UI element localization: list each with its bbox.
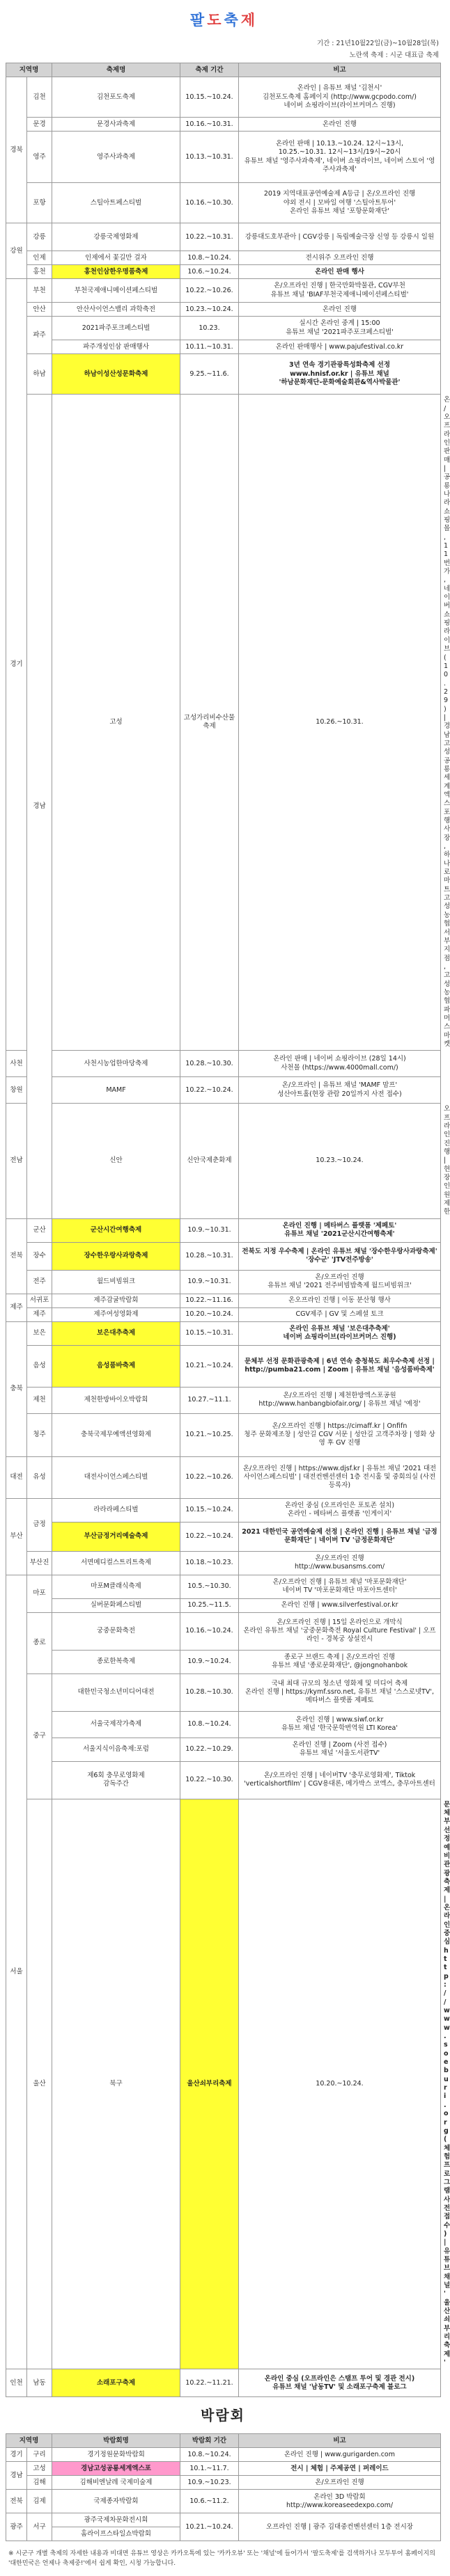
period-cell: 10.22.~10.24. <box>180 1077 239 1104</box>
event-name-cell: 신안국제춘화제 <box>180 1104 239 1218</box>
period-cell: 10.16.~10.24. <box>180 1612 239 1650</box>
table-row <box>6 223 441 251</box>
note-cell: 실시간 온라인 중계 | 15:00 유튜브 채널 '2021파주포크페스티벌' <box>239 317 441 340</box>
region-cell: 광주 <box>6 2513 27 2541</box>
event-name-cell: 국제종자박람회 <box>52 2490 180 2513</box>
table-row <box>6 1456 441 1498</box>
city-cell: 전주 <box>27 1270 52 1294</box>
note-cell: 온/오프라인 진행 | 제천한방엑스포공원 http://www.hanbangbiofair.org/ | 유튜브 채널 '예정' <box>239 1387 441 1413</box>
table-row <box>6 1413 441 1456</box>
period-cell: 10.23.~10.24. <box>180 303 239 317</box>
note-cell: 온라인 판매 | 10.13.~10.24. 12시~13시, 10.25.~10.31. 12시~13시/19시~20시 유튜브 채널 '영주사과축제', 네이버 쇼핑라이브, 네이버 스토어 '영주사과축제' <box>239 132 441 183</box>
note-cell: 온라인 3D 박람회 http://www.koreaseedexpo.com/ <box>239 2490 441 2513</box>
table-row <box>6 1551 441 1575</box>
city-cell: 영주 <box>27 132 52 183</box>
region-cell: 제주 <box>6 1294 27 1321</box>
header-name: 박람회명 <box>52 2434 180 2448</box>
period-cell: 10.25.~11.5. <box>180 1598 239 1612</box>
table-row <box>6 251 441 265</box>
table-row <box>6 303 441 317</box>
event-name-cell: 음성품바축제 <box>52 1345 180 1387</box>
period-cell: 10.21.~10.24. <box>180 1345 239 1387</box>
period-cell: 10.22.~10.26. <box>180 1456 239 1498</box>
period-cell: 10.22.~11.16. <box>180 1294 239 1307</box>
city-cell: 군산 <box>27 1218 52 1242</box>
note-cell: CGV제주 | GV 및 스페셜 토크 <box>239 1307 441 1321</box>
period-cell: 10.22.~10.26. <box>180 279 239 303</box>
period-cell: 10.26.~10.31. <box>239 395 441 1051</box>
table-row <box>6 1761 441 1799</box>
event-name-cell: 영주사과축제 <box>52 132 180 183</box>
table-row <box>6 1051 441 1077</box>
festival-table <box>6 63 450 2397</box>
event-name-cell: 홍천인삼한우명품축제 <box>52 265 180 279</box>
event-name-cell: 서울국제작가축제 <box>52 1711 180 1738</box>
period-cell: 10.15.~10.24. <box>180 77 239 118</box>
city-cell: 김천 <box>27 77 52 118</box>
city-cell: 장수 <box>27 1242 52 1270</box>
event-name-cell: 종로한복축제 <box>52 1650 180 1673</box>
region-cell: 경북 <box>6 77 27 223</box>
city-cell: 포항 <box>27 183 52 223</box>
city-cell: 북구 <box>52 1799 180 2369</box>
table-row <box>6 1738 441 1761</box>
expo-title-char: 박 <box>201 2407 216 2424</box>
event-name-cell: 부천국제애니메이션페스티벌 <box>52 279 180 303</box>
note-cell: 온라인 판매 행사 <box>239 265 441 279</box>
period-cell: 10.9.~10.24. <box>180 1650 239 1673</box>
city-cell: 부천 <box>27 279 52 303</box>
note-cell: 종로구 브랜드 축제 | 온/오프라인 진행 유튜브 채널 '종로문화재단', @jongnohanbok <box>239 1650 441 1673</box>
table-row <box>6 1294 441 1307</box>
table-row <box>6 1321 441 1345</box>
table-row <box>6 1498 441 1522</box>
city-cell: 창원 <box>6 1077 27 1104</box>
event-name-cell: 마포M클래식축제 <box>52 1575 180 1598</box>
region-cell: 강원 <box>6 223 27 279</box>
table-row <box>6 132 441 183</box>
event-name-cell: 장수한우랑사과랑축제 <box>52 1242 180 1270</box>
city-cell: 김제 <box>27 2490 52 2513</box>
period-cell: 10.6.~10.24. <box>180 265 239 279</box>
period-cell: 10.21.~10.25. <box>180 1413 239 1456</box>
note-cell: 전시위주 오프라인 진행 <box>239 251 441 265</box>
table-row: 울산 북구 울산쇠부리축제 10.20.~10.24. 문체부 선정 예비관광축제 | 온라인 중심 http://www.soeburi.org (체험 프로그램 사전접수) | 유튜브 채널 '울산쇠부리축제' <box>6 1799 441 2369</box>
event-name-cell: 경남고성공룡세계엑스포 <box>52 2462 180 2476</box>
city-cell: 청주 <box>27 1413 52 1456</box>
city-cell: 서구 <box>27 2513 52 2541</box>
period-cell: 10.18.~10.23. <box>180 1551 239 1575</box>
title-char: 도 <box>207 12 222 29</box>
note-cell: 2021 대한민국 공연예술제 선정 | 온라인 진행 | 유튜브 채널 '금정문화재단' | 네이버 TV '금정문화재단' <box>239 1522 441 1551</box>
table-row <box>6 1522 441 1551</box>
header-region: 지역명 <box>6 63 52 77</box>
table-row <box>6 2462 441 2476</box>
period-cell: 10.1.~11.7. <box>180 2462 239 2476</box>
note-cell: 온라인 진행 | Zoom (사전 접수) 유튜브 채널 '서울도서관TV' <box>239 1738 441 1761</box>
city-cell: 파주 <box>27 317 52 354</box>
table-row <box>6 2448 441 2462</box>
event-name-cell: 울산쇠부리축제 <box>180 1799 239 2369</box>
title-char: 축 <box>224 12 239 29</box>
city-cell: 문경 <box>27 118 52 132</box>
city-cell: 보은 <box>27 1321 52 1345</box>
event-name-cell: 경기정원문화박람회 <box>52 2448 180 2462</box>
event-name-cell: 제주여성영화제 <box>52 1307 180 1321</box>
city-cell: 제주 <box>27 1307 52 1321</box>
event-name-cell: 군산시간여행축제 <box>52 1218 180 1242</box>
event-name-cell: 인제에서 꽃길만 걸자 <box>52 251 180 265</box>
header-note: 비고 <box>239 63 441 77</box>
page-title <box>0 6 446 36</box>
event-name-cell: 강릉국제영화제 <box>52 223 180 251</box>
event-name-cell: 실버문화페스티벌 <box>52 1598 180 1612</box>
city-cell: 음성 <box>27 1345 52 1387</box>
table-row <box>6 2513 441 2527</box>
festival-table-body <box>6 77 450 2397</box>
table-row <box>6 340 441 354</box>
note-cell: 2019 지역대표공연예술제 A등급 | 온/오프라인 진행 야외 전시 | 모바일 여행 '스틸아트투어' 온라인 유튜브 채널 '포항문화재단' <box>239 183 441 223</box>
region-cell: 서울 <box>6 1575 27 2369</box>
note-cell: 온라인 진행 | www.siwf.or.kr 유튜브 채널 '한국문학번역원 LTI Korea' <box>239 1711 441 1738</box>
note-cell: 온라인 판매 | 네이버 쇼핑라이브 (28일 14시) 사천몰 (https://www.4000mall.com/) <box>239 1051 441 1077</box>
event-name-cell: 서면메디컬스트리트축제 <box>52 1551 180 1575</box>
expo-section-title <box>0 2397 446 2433</box>
table-row <box>6 77 441 118</box>
region-cell: 경남 <box>27 395 52 1219</box>
period-cell: 10.21.~10.24. <box>180 2513 239 2541</box>
note-cell: 국내 최대 규모의 청소년 영화제 및 미디어 축제 온라인 진행 | https://kymf.ssro.net, 유튜브 채널 '스스로넷TV', 메타버스 플랫폼 제페토 <box>239 1673 441 1711</box>
table-row <box>6 1345 441 1387</box>
note-cell: 온라인 진행 <box>239 118 441 132</box>
period-cell: 10.23. <box>180 317 239 340</box>
period-cell: 10.9.~10.23. <box>180 2476 239 2490</box>
table-row <box>6 265 441 279</box>
event-name-cell: 사천시농업한마당축제 <box>52 1051 180 1077</box>
period-cell: 10.16.~10.31. <box>180 118 239 132</box>
table-row <box>6 317 441 340</box>
event-name-cell: MAMF <box>52 1077 180 1104</box>
city-cell: 사천 <box>6 1051 27 1077</box>
note-cell: 온라인 | 유튜브 채널 '김천시' 김천포도축제 홈페이지 (http://www.gcpodo.com/) 네이버 쇼핑라이브(라이브커머스 진행) <box>239 77 441 118</box>
event-name-cell: 고성가리비수산물축제 <box>180 395 239 1051</box>
event-name-cell: 제6회 충무로영화제 감독주간 <box>52 1761 180 1799</box>
period-cell: 9.25.~11.6. <box>180 354 239 395</box>
title-char: 팔 <box>189 12 205 29</box>
event-name-cell: 김해비엔날레 국제미술제 <box>52 2476 180 2490</box>
period-cell: 10.22.~10.29. <box>180 1738 239 1761</box>
table-row: 전남 신안 신안국제춘화제 10.23.~10.24. 오프라인 진행 | 현장 인원 제한 <box>6 1104 441 1218</box>
header-note: 비고 <box>239 2434 441 2448</box>
city-cell: 종로 <box>27 1612 52 1673</box>
expo-title-char: 람 <box>215 2407 231 2424</box>
event-name-cell: 2021파주포크페스티벌 <box>52 317 180 340</box>
table-row <box>6 118 441 132</box>
city-cell: 유성 <box>27 1456 52 1498</box>
event-name-cell: 충북국제무예액션영화제 <box>52 1413 180 1456</box>
city-cell: 인제 <box>27 251 52 265</box>
title-char: 제 <box>240 12 256 29</box>
region-cell: 울산 <box>27 1799 52 2369</box>
event-name-cell: 부산금정거리예술축제 <box>52 1522 180 1551</box>
table-row <box>6 2490 441 2513</box>
period-cell: 10.22.~10.31. <box>180 223 239 251</box>
event-name-cell: 김천포도축제 <box>52 77 180 118</box>
table-row <box>6 1650 441 1673</box>
event-name-cell: 광주국제차문화전시회 <box>52 2513 180 2527</box>
note-cell: 온/오프라인 진행 | https://www.djsf.kr | 유튜브 채널 '2021 대전사이언스페스티벌' | 대전컨벤션센터 1층 전시홀 및 중회의실 (사전등록자) <box>239 1456 441 1498</box>
event-name-cell: 대전사이언스페스티벌 <box>52 1456 180 1498</box>
period-cell: 10.22.~10.30. <box>180 1761 239 1799</box>
period-cell: 10.11.~10.31. <box>180 340 239 354</box>
note-cell: 온/오프라인 진행 http://www.busansms.com/ <box>239 1551 441 1575</box>
city-cell: 마포 <box>27 1575 52 1612</box>
region-cell: 전북 <box>6 1218 27 1294</box>
city-cell: 구리 <box>27 2448 52 2462</box>
city-cell: 서귀포 <box>27 1294 52 1307</box>
note-cell: 온/오프라인 진행 | 네이버TV '충무로영화제', Tiktok 'verticalshortfilm' | CGV용대론, 메가박스 코엑스, 충무아트센터 <box>239 1761 441 1799</box>
note-cell: 오프라인 진행 | 광주 김대중컨벤션센터 1층 전시장 <box>239 2513 441 2541</box>
period-text: 기간 : 21년10월22일(금)~10월28일(목) <box>316 40 439 47</box>
period-cell: 10.28.~10.31. <box>180 1242 239 1270</box>
city-cell: 김해 <box>27 2476 52 2490</box>
period-cell: 10.23.~10.24. <box>239 1104 441 1218</box>
period-cell: 10.15.~10.24. <box>180 1498 239 1522</box>
table-row <box>6 1077 441 1104</box>
city-cell: 부산진 <box>27 1551 52 1575</box>
table-row <box>6 279 441 303</box>
region-cell: 대전 <box>6 1456 27 1498</box>
footnote: ※ 시군구 개별 축제의 자세한 내용과 비대면 유튜브 영상은 카카오톡에 있는 '카카오뷰' 또는 '채널'에 들어가서 '팔도축제'를 검색하거나 모두투어 홈페이지의 '대한민국은 언제나 축제중!'에서 쉽게 확인, 시청 가능합니다. <box>8 2550 435 2568</box>
event-name-cell: 소래포구축제 <box>52 2369 180 2397</box>
header-period: 축제 기간 <box>180 63 239 77</box>
event-name-cell: 안산사이언스밸리 과학축전 <box>52 303 180 317</box>
period-cell: 10.6.~11.2. <box>180 2490 239 2513</box>
city-cell: 금정 <box>27 1498 52 1551</box>
event-name-cell: 하남이성산성문화축제 <box>52 354 180 395</box>
table-row <box>6 1612 441 1650</box>
note-cell: 강릉대도호부관아 | CGV강릉 | 독립예술극장 신영 등 강릉시 일원 <box>239 223 441 251</box>
note-cell: 문체부 선정 문화관광축제 | 6년 연속 충청북도 최우수축제 선정 | http://pumba21.com | Zoom | 유튜브 채널 '음성품바축제' <box>239 1345 441 1387</box>
table-row <box>6 2369 441 2397</box>
region-cell: 경기 <box>6 2448 27 2462</box>
table-row <box>6 1598 441 1612</box>
city-cell: 고성 <box>52 395 180 1051</box>
period-cell: 10.22.~10.24. <box>180 1522 239 1551</box>
note-cell: 온라인 진행 <box>239 303 441 317</box>
table-row <box>6 1242 441 1270</box>
region-cell: 전북 <box>6 2490 27 2513</box>
event-name-cell: 제주감귤박람회 <box>52 1294 180 1307</box>
table-row <box>6 1711 441 1738</box>
table-row <box>6 1575 441 1598</box>
event-name-cell: 라라라페스티벌 <box>52 1498 180 1522</box>
period-cell: 10.16.~10.30. <box>180 183 239 223</box>
event-name-cell: 보은대추축제 <box>52 1321 180 1345</box>
meta <box>0 36 446 63</box>
event-name-cell: 제천한방바이오박람회 <box>52 1387 180 1413</box>
note-cell: 온라인 진행 | www.gurigarden.com <box>239 2448 441 2462</box>
period-cell: 10.28.~10.30. <box>180 1673 239 1711</box>
event-name-cell: 궁중문화축전 <box>52 1612 180 1650</box>
city-cell: 제천 <box>27 1387 52 1413</box>
region-cell: 경기 <box>6 279 27 1051</box>
city-cell: 하남 <box>27 354 52 395</box>
note-cell: 온라인 중심 (오프라인은 스탬프 투어 및 경관 전시) 유튜브 채널 '남동TV' 및 소래포구축제 블로그 <box>239 2369 441 2397</box>
region-cell: 부산 <box>6 1498 27 1575</box>
note-cell: 온/오프라인 진행 | 유튜브 채널 '마포문화재단' 네이버 TV '마포문화재단 마포아트센터' <box>239 1575 441 1598</box>
event-name-cell: 월드비빔위크 <box>52 1270 180 1294</box>
period-cell: 10.20.~10.24. <box>180 1307 239 1321</box>
header-period: 박람회 기간 <box>180 2434 239 2448</box>
region-cell: 경남 <box>6 2462 27 2490</box>
period-cell: 10.8.~10.24. <box>180 251 239 265</box>
festival-header-row <box>6 63 441 77</box>
period-cell: 10.20.~10.24. <box>239 1799 441 2369</box>
legend-text: 노란색 축제 : 시군 대표급 축제 <box>349 51 439 60</box>
region-cell: 전남 <box>6 1104 27 1218</box>
expo-header-row <box>6 2434 441 2448</box>
note-cell: 온/오프라인 진행 유튜브 채널 '2021 전주비빔밥축제 월드비빔위크' <box>239 1270 441 1294</box>
table-row <box>6 183 441 223</box>
region-cell: 충북 <box>6 1321 27 1456</box>
period-cell: 10.9.~10.31. <box>180 1218 239 1242</box>
city-cell: 홍천 <box>27 265 52 279</box>
period-cell: 10.15.~10.31. <box>180 1321 239 1345</box>
city-cell: 고성 <box>27 2462 52 2476</box>
note-cell: 온/오프라인 | 유튜브 채널 'MAMF 맘프' 성산아트홀(현장 관람 20일까지 사전 접수) <box>239 1077 441 1104</box>
event-name-cell: 대한민국청소년미디어대전 <box>52 1673 180 1711</box>
note-cell: 온라인 판매행사 | www.pajufestival.co.kr <box>239 340 441 354</box>
period-cell: 10.27.~11.1. <box>180 1387 239 1413</box>
header-name: 축제명 <box>52 63 180 77</box>
note-cell: 온/오프라인 진행 | https://cimaff.kr | Onfifn 청주 문화제조창 | 성안길 CGV 서문 | 성안길 고객주차장 | 영화 상영 후 GV 진행 <box>239 1413 441 1456</box>
note-cell: 온/오프라인 진행 | 15일 온라인으로 개막식 온라인 유튜브 채널 '궁중문화축전 Royal Culture Festival' | 오프라인 - 경복궁 상설전시 <box>239 1612 441 1650</box>
event-name-cell: 스틸아트페스티벌 <box>52 183 180 223</box>
note-cell: 온/오프라인 진행 <box>239 2476 441 2490</box>
table-row <box>6 1673 441 1711</box>
note-cell: 온라인 진행 | 메타버스 플랫폼 '제페토' 유튜브 채널 '2021군산시간여행축제' <box>239 1218 441 1242</box>
period-cell: 10.8.~10.24. <box>180 2448 239 2462</box>
period-cell: 10.22.~11.21. <box>180 2369 239 2397</box>
note-cell: 3년 연속 경기관광특성화축제 선정 www.hnisf.or.kr | 유튜브 채널 '하남문화재단-문화예술회관&역사박물관' <box>239 354 441 395</box>
note-cell: 전시 | 체험 | 주제공연 | 퍼레이드 <box>239 2462 441 2476</box>
city-cell: 중구 <box>27 1673 52 1799</box>
city-cell: 신안 <box>52 1104 180 1218</box>
city-cell: 안산 <box>27 303 52 317</box>
event-name-cell: 파주개성인삼 판매행사 <box>52 340 180 354</box>
table-row: 경남 고성 고성가리비수산물축제 10.26.~10.31. 온/오프라인 판매 | 공룡나라쇼핑몰, 11번가, 네이버 쇼핑라이브(10.29) | 경남고성공룡세계엑스포 행사장, 하나로마트 고성농협 서부지점, 고성농협파머스마켓 <box>6 395 441 1051</box>
event-name-cell: 서울지식이음축제:포럼 <box>52 1738 180 1761</box>
note-cell: 전북도 지정 우수축제 | 온라인 유튜브 채널 '장수한우랑사과랑축제' '장수군' 'JTV전주방송' <box>239 1242 441 1270</box>
note-cell: 온오프라인 진행 | 이동 분산형 행사 <box>239 1294 441 1307</box>
region-cell: 인천 <box>6 2369 27 2397</box>
table-row <box>6 354 441 395</box>
table-row <box>6 1218 441 1242</box>
event-name-cell: 홈라이프스타일쇼박람회 <box>52 2527 180 2541</box>
note-cell: 온라인 중심 (오프라인은 포토존 설치) 온라인 - 메타버스 플랫폼 '인게이지' <box>239 1498 441 1522</box>
period-cell: 10.28.~10.30. <box>180 1051 239 1077</box>
city-cell: 강릉 <box>27 223 52 251</box>
period-cell: 10.5.~10.30. <box>180 1575 239 1598</box>
table-row <box>6 2476 441 2490</box>
expo-title-char: 회 <box>230 2407 245 2424</box>
period-cell: 10.9.~10.31. <box>180 1270 239 1294</box>
period-cell: 10.13.~10.31. <box>180 132 239 183</box>
expo-table-body <box>6 2448 441 2541</box>
period-cell: 10.8.~10.24. <box>180 1711 239 1738</box>
header-region: 지역명 <box>6 2434 52 2448</box>
table-row <box>6 1270 441 1294</box>
table-row <box>6 1307 441 1321</box>
event-name-cell: 문경사과축제 <box>52 118 180 132</box>
city-cell: 남동 <box>27 2369 52 2397</box>
table-row <box>6 1387 441 1413</box>
expo-table <box>6 2433 441 2541</box>
note-cell: 온/오프라인 진행 | 한국만화박물관, CGV부천 유튜브 채널 'BIAF부천국제애니메이션페스티벌' <box>239 279 441 303</box>
note-cell: 온라인 진행 | www.silverfestival.or.kr <box>239 1598 441 1612</box>
note-cell: 온라인 유튜브 채널 '보은대추축제' 네이버 쇼핑라이브(라이브커머스 진행) <box>239 1321 441 1345</box>
